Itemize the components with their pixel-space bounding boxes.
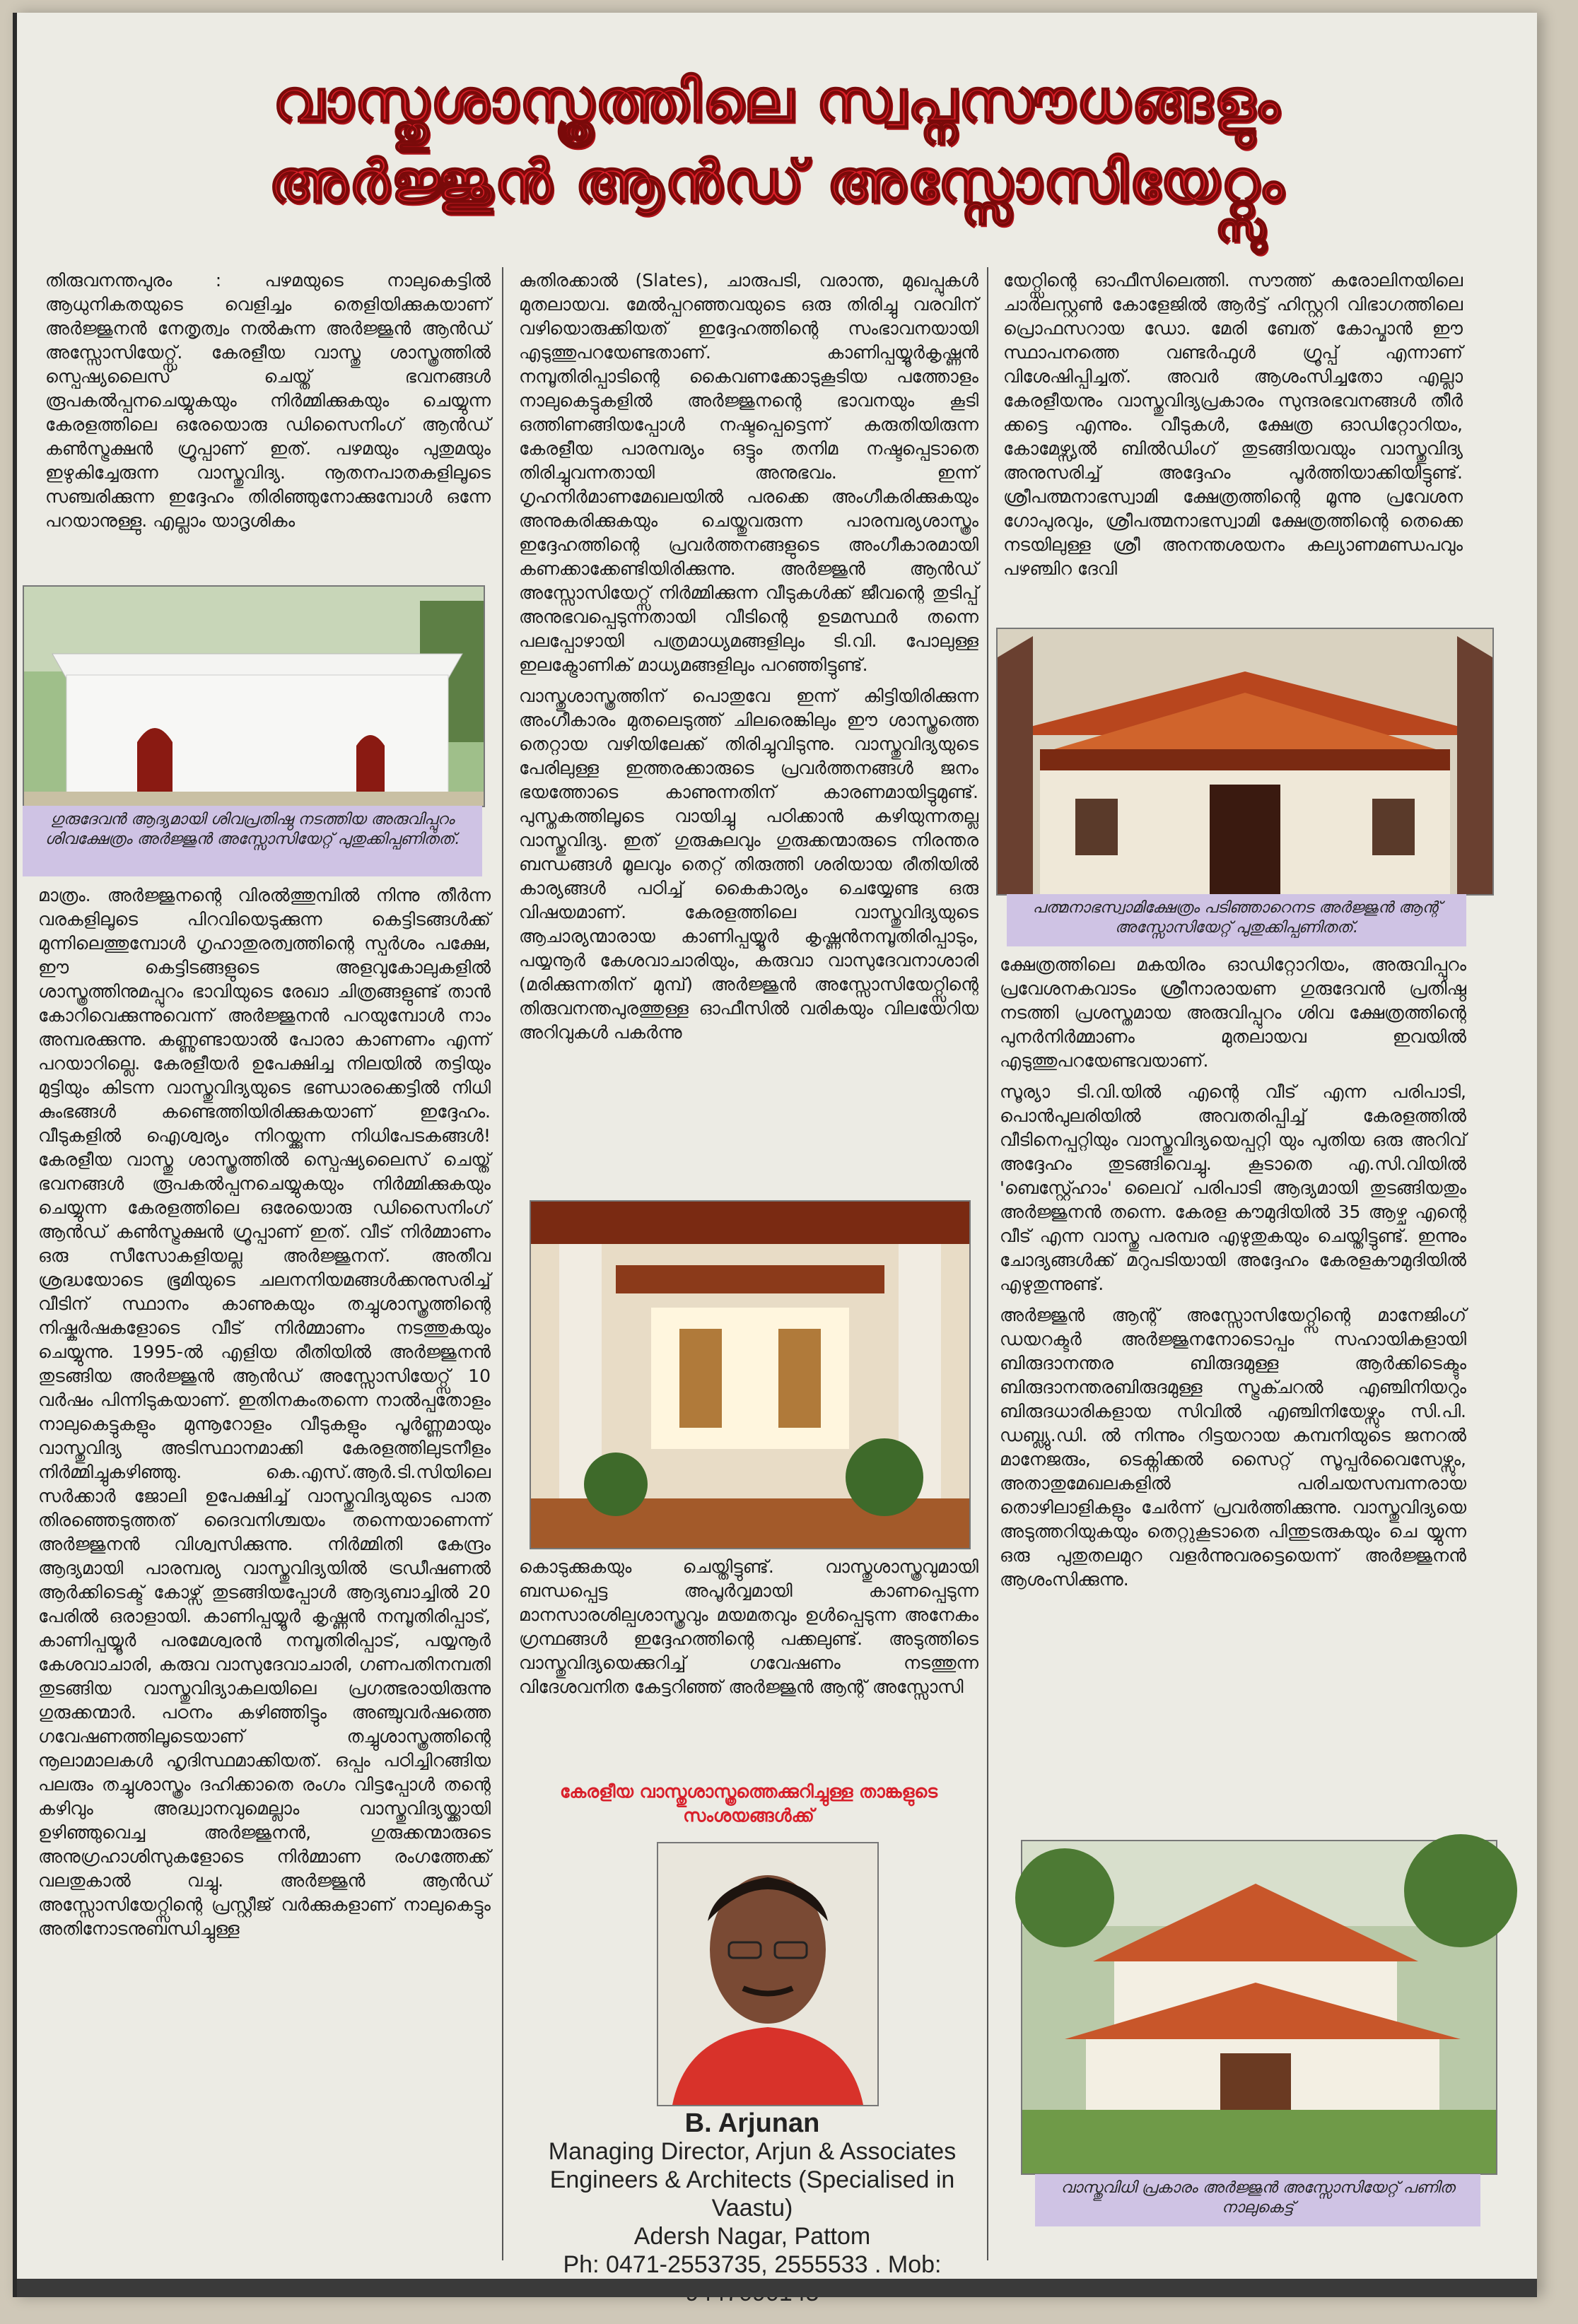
article-paragraph: അർജ്ജുൻ ആന്റ് അസ്സോസിയേറ്റ്സിന്റെ മാനേജിംഗ് ഡയറക്ടർ അർജ്ജുനനോടൊപ്പം സഹായികളായി ബിരുദാനന്തര ബിരുദമുള്ള ആർക്കിടെക്ടും ബിരുദാനന്തരബിരുദമുള്ള സ്ട്രക്ചറൽ എഞ്ചിനിയറും ബിരുദധാരികളായ സിവിൽ എഞ്ചിനിയേഴ്സും സി.പി. ഡബ്ല്യു.ഡി. ൽ നിന്നും റിട്ടയറായ കമ്പനിയുടെ ജനറൽ മാനേജരും, ടെക്നിക്കൽ സൈറ്റ് സൂപ്പർവൈസേഴ്സും, അതാതുമേഖലകളിൽ പരിചയസമ്പന്നരായ തൊഴിലാളികളും ചേർന്ന് പ്രവർത്തിക്കുന്നു. വാസ്തുവിദ്യയെ അടുത്തറിയുകയും തെറ്റുകൂടാതെ പിന്തുടരുകയും ചെ യ്യുന്ന ഒരു പുതുതലമുറ വളർന്നുവരട്ടെയെന്ന് അർജ്ജുനൻ ആശംസിക്കുന്നു. — [1000, 1305, 1466, 1590]
contact-card-details — [512, 2109, 993, 2307]
column-rule — [502, 267, 503, 2260]
gopuram-photo — [996, 628, 1494, 896]
gopuram-illustration — [998, 629, 1492, 894]
temple-illustration — [24, 587, 484, 806]
article-text-middle-top — [519, 269, 978, 1043]
article-paragraph: വാസ്തുശാസ്ത്രത്തിന് പൊതുവേ ഇന്ന് കിട്ടിയിരിക്കുന്ന അംഗീകാരം മുതലെടുത്ത് ചിലരെങ്കിലും ഈ ശാസ്ത്രത്തെ തെറ്റായ വഴിയിലേക്ക് തിരിച്ചുവിടുന്നു. വാസ്തുവിദ്യയുടെ പേരിലുള്ള ഇത്തരക്കാരുടെ പ്രവർത്തനങ്ങൾ ജനം ഭയത്തോടെ കാണുന്നതിന് കാരണമായിട്ടുമുണ്ട്. പുസ്തകത്തിലൂടെ വായിച്ചു പഠിക്കാൻ കഴിയുന്നതല്ല വാസ്തുവിദ്യ. ഇത് ഗുരുകുലവും ഗുരുക്കന്മാരുടെ നിരന്തര ബന്ധങ്ങൾ മൂലവും തെറ്റ് തിരുത്തി ശരിയായ രീതിയിൽ കാര്യങ്ങൾ പഠിച്ച് കൈകാര്യം ചെയ്യേണ്ട ഒരു വിഷയമാണ്. കേരളത്തിലെ വാസ്തുവിദ്യയുടെ ആചാര്യന്മാരായ കാണിപ്പയ്യൂർ കൃഷ്ണൻനമ്പൂതിരിപ്പാടും, പയ്യനൂർ കേശവാചാരിയും, കരുവാ വാസുദേവനാശാരി (മരിക്കുന്നതിന് മുമ്പ്) അർജ്ജുൻ അസ്സോസിയേറ്റ്സിന്റെ തിരുവനന്തപുരത്തുള്ള ഓഫീസിൽ വരികയും വിലയേറിയ അറിവുകൾ പകർന്നു — [519, 686, 978, 1043]
contact-card-heading: കേരളീയ വാസ്തുശാസ്ത്രത്തെക്കുറിച്ചുള്ള താങ്കളുടെ സംശയങ്ങൾക്ക് — [560, 1781, 937, 1826]
article-text-middle-bottom — [519, 1555, 978, 1767]
contact-address: Adersh Nagar, Pattom — [633, 2223, 871, 2250]
article-text-left-top — [45, 269, 491, 580]
photo-caption-nalukettu: വാസ്തുവിധി പ്രകാരം അർജ്ജുൻ അസ്സോസിയേറ്റ് പണിത നാലുകെട്ട് — [1035, 2174, 1480, 2226]
interior-photo — [530, 1200, 971, 1549]
portrait-photo — [657, 1842, 879, 2106]
portrait-illustration — [658, 1843, 877, 2105]
nalukettu-illustration — [1022, 1841, 1496, 2173]
contact-phone: Ph: 0471-2553735, 2555533 . Mob: — [563, 2251, 942, 2278]
article-paragraph: ക്ഷേത്രത്തിലെ മകയിരം ഓഡിറ്റോറിയം, അരുവിപ്പുറം പ്രവേശനകവാടം ശ്രീനാരായണ ഗുരുദേവൻ പ്രതിഷ്ഠ നടത്തി പ്രശസ്തമായ അരുവിപ്പുറം ശിവ ക്ഷേത്രത്തിന്റെ പുനർനിർമ്മാണം മുതലായവ ഇവയിൽ എടുത്തുപറയേണ്ടവയാണ്. — [1000, 954, 1466, 1071]
article-paragraph: യേറ്റ്സിന്റെ ഓഫീസിലെത്തി. സൗത്ത് കരോലിനയിലെ ചാർലസ്റ്റൺ കോളേജിൽ ആർട്ട് ഹിസ്റ്ററി വിഭാഗത്തിലെ പ്രൊഫസറായ ഡോ. മേരി ബേത് കോപ്മാൻ ഈ സ്ഥാപനത്തെ വണ്ടർഫുൾ ഗ്രൂപ്പ് എന്നാണ് വിശേഷിപ്പിച്ചത്. അവർ ആശംസിച്ചതോ എല്ലാ കേരളീയനും വാസ്തുവിദ്യപ്രകാരം സുന്ദരഭവനങ്ങൾ തീർ ക്കട്ടെ എന്നും. വീടുകൾ, ക്ഷേത്ര ഓഡിറ്റോറിയം, കോമേഴ്സ്യൽ ബിൽഡിംഗ് തുടങ്ങിയവയും വാസ്തുവിദ്യ അനുസരിച്ച് അദ്ദേഹം പൂർത്തിയാക്കിയിട്ടുണ്ട്. ശ്രീപത്മനാഭസ്വാമി ക്ഷേത്രത്തിന്റെ മൂന്നു പ്രവേശന ഗോപുരവും, ശ്രീപത്മനാഭസ്വാമി ക്ഷേത്രത്തിന്റെ തെക്കെ നടയിലുള്ള ശ്രീ അനന്തശയനം കല്യാണമണ്ഡപവും പഴഞ്ചിറ ദേവി — [1003, 270, 1463, 579]
article-paragraph: കുതിരക്കാൽ (Slates), ചാരുപടി, വരാന്ത, മുഖപ്പുകൾ മുതലായവ. മേൽപ്പറഞ്ഞവയുടെ ഒരു തിരിച്ചു വരവിന് വഴിയൊരുക്കിയത് ഇദ്ദേഹത്തിന്റെ സംഭാവനയായി എടുത്തുപറയേണ്ടതാണ്. കാണിപ്പയ്യൂർകൃഷ്ണൻ നമ്പൂതിരിപ്പാടിന്റെ കൈവണക്കോടുകൂടിയ പത്തോളം നാലുകെട്ടുകളിൽ അർജ്ജുനന്റെ ഭാവനയും കൂടി ഒത്തിണങ്ങിയപ്പോൾ നഷ്ടപ്പെട്ടെന്ന് കരുതിയിരുന്ന കേരളീയ പാരമ്പര്യം ഒട്ടും തനിമ നഷ്ടപ്പെടാതെ തിരിച്ചുവന്നതായി അനുഭവം. ഇന്ന് ഗൃഹനിർമാണമേഖലയിൽ പരക്കെ അംഗീകരിക്കുകയും അനുകരിക്കുകയും ചെയ്തുവരുന്ന പാരമ്പര്യശാസ്ത്രം ഇദ്ദേഹത്തിന്റെ പ്രവർത്തനങ്ങളുടെ അംഗീകാരമായി കണക്കാക്കേണ്ടിയിരിക്കുന്നു. അർജ്ജുൻ ആൻഡ് അസ്സോസിയേറ്റ്സ് നിർമ്മിക്കുന്ന വീടുകൾക്ക് ജീവന്റെ തുടിപ്പ് അനുഭവപ്പെടുന്നതായി വീടിന്റെ ഉടമസ്ഥർ തന്നെ പലപ്പോഴായി പത്രമാധ്യമങ്ങളിലും ടി.വി. പോലുള്ള ഇലക്ട്രോണിക് മാധ്യമങ്ങളിലും പറഞ്ഞിട്ടുണ്ട്. — [519, 270, 978, 675]
article-paragraph: സൂര്യാ ടി.വി.യിൽ എന്റെ വീട് എന്ന പരിപാടി, പൊൻപുലരിയിൽ അവതരിപ്പിച്ച് കേരളത്തിൽ വീടിനെപ്പറ്റിയും വാസ്തുവിദ്യയെപ്പറ്റി യും പുതിയ ഒരു അറിവ് അദ്ദേഹം തുടങ്ങിവെച്ചു. കൂടാതെ എ.സി.വിയിൽ 'ബെസ്റ്റ്ഹോം' ലൈവ് പരിപാടി ആദ്യമായി തുടങ്ങിയതും അർജ്ജുനൻ തന്നെ. കേരള കൗമുദിയിൽ 35 ആഴ്ച എന്റെ വീട് എന്ന വാസ്തു പരമ്പര എഴുതുകയും ചെയ്തിട്ടുണ്ട്. ഇന്നും ചോദ്യങ്ങൾക്ക് മറുപടിയായി അദ്ദേഹം കേരളകൗമുദിയിൽ എഴുതുന്നുണ്ട്. — [1000, 1081, 1466, 1294]
nalukettu-photo — [1021, 1840, 1497, 2175]
interior-illustration — [531, 1202, 969, 1548]
page-footer-strip — [17, 2279, 1537, 2297]
contact-title: Managing Director, Arjun & Associates — [548, 2138, 957, 2165]
article-paragraph: മാത്രം. അർജ്ജുനന്റെ വിരൽത്തുമ്പിൽ നിന്നു തീർന്ന വരകളിലൂടെ പിറവിയെടുക്കുന്ന കെട്ടിടങ്ങൾക്ക് മുന്നിലെത്തുമ്പോൾ ഗൃഹാതുരത്വത്തിന്റെ സ്പർശം പക്ഷേ, ഈ കെട്ടിടങ്ങളുടെ അളവുകോലുകളിൽ ശാസ്ത്രത്തിനുമപ്പുറം ഭാവിയുടെ രേഖാ ചിത്രങ്ങളുണ്ട് താൻ കോറിവെക്കുന്നുവെന്ന് അർജ്ജുനൻ പറയുമ്പോൾ നാം അമ്പരക്കുന്നു. കണ്ണുണ്ടായാൽ പോരാ കാണണം എന്ന് പറയാറില്ലെ. കേരളീയർ ഉപേക്ഷിച്ച നിലയിൽ തട്ടിയും മുട്ടിയും കിടന്ന വാസ്തുവിദ്യയുടെ ഭണ്ഡാരക്കെട്ടിൽ നിധി കുംഭങ്ങൾ കണ്ടെത്തിയിരിക്കുകയാണ് ഇദ്ദേഹം. വീടുകളിൽ ഐശ്വര്യം നിറയ്ക്കുന്ന നിധിപേടകങ്ങൾ! കേരളീയ വാസ്തു ശാസ്ത്രത്തിൽ സ്പെഷ്യലൈസ് ചെയ്ത് ഭവനങ്ങൾ രൂപകൽപ്പനചെയ്യുകയും നിർമ്മിക്കുകയും ചെയ്യുന്ന കേരളത്തിലെ ഒരേയൊരു ഡിസൈനിംഗ് ആൻഡ് കൺസ്ട്രക്ഷൻ ഗ്രൂപ്പാണ് ഇത്. വീട് നിർമ്മാണം ഒരു സീസോകളിയല്ല അർജ്ജുനന്. അതീവ ശ്രദ്ധയോടെ ഭൂമിയുടെ ചലനനിയമങ്ങൾക്കനുസരിച്ച് വീടിന് സ്ഥാനം കാണുകയും തച്ചുശാസ്ത്രത്തിന്റെ നിഷ്കർഷകളോടെ വീട് നിർമ്മാണം നടത്തുകയും ചെയ്യുന്നു. 1995-ൽ എളിയ രീതിയിൽ അർജ്ജുനൻ തുടങ്ങിയ അർജ്ജുൻ ആൻഡ് അസ്സോസിയേറ്റ്സ് 10 വർഷം പിന്നിടുകയാണ്. ഇതിനകംതന്നെ നാൽപ്പതോളം നാലുകെട്ടുകളും മുന്നൂറോളം വീടുകളും പൂർണ്ണമായും വാസ്തുവിദ്യ അടിസ്ഥാനമാക്കി കേരളത്തിലുടനീളം നിർമ്മിച്ചുകഴിഞ്ഞു. കെ.എസ്.ആർ.ടി.സിയിലെ സർക്കാർ ജോലി ഉപേക്ഷിച്ച് വാസ്തുവിദ്യയുടെ പാത തിരഞ്ഞെടുത്തത് ദൈവനിശ്ചയം തന്നെയാണെന്ന് അർജ്ജുനൻ വിശ്വസിക്കുന്നു. നിർമ്മിതി കേന്ദ്രം ആദ്യമായി പാരമ്പര്യ വാസ്തുവിദ്യയിൽ ട്രഡീഷണൽ ആർക്കിടെക്ട് കോഴ്സ് തുടങ്ങിയപ്പോൾ ആദ്യബാച്ചിൽ 20 പേരിൽ ഒരാളായി. കാണിപ്പയ്യൂർ കൃഷ്ണൻ നമ്പൂതിരിപ്പാട്, കാണിപ്പയ്യൂർ പരമേശ്വരൻ നമ്പൂതിരിപ്പാട്, പയ്യനൂർ കേശവാചാരി, കരുവ വാസുദേവാചാരി, ഗണപതിനമ്പതി തുടങ്ങിയ വാസ്തുവിദ്യാകലയിലെ പ്രഗത്ഭരായിരുന്നു ഗുരുക്കന്മാർ. പഠനം കഴിഞ്ഞിട്ടും അഞ്ചുവർഷത്തെ ഗവേഷണത്തിലൂടെയാണ് തച്ചുശാസ്ത്രത്തിന്റെ നൂലാമാലകൾ ഹൃദിസ്ഥമാക്കിയത്. ഒപ്പം പഠിച്ചിറങ്ങിയ പലരും തച്ചുശാസ്ത്രം ദഹിക്കാതെ രംഗം വിട്ടപ്പോൾ തന്റെ കഴിവും അദ്ധ്വാനവുമെല്ലാം വാസ്തുവിദ്യയ്ക്കായി ഉഴിഞ്ഞുവെച്ച അർജ്ജുനൻ, ഗുരുക്കന്മാരുടെ അനുഗ്രഹാശിസുകളോടെ നിർമ്മാണ രംഗത്തേക്ക് വലതുകാൽ വച്ചു. അർജ്ജുൻ ആൻഡ് അസ്സോസിയേറ്റ്സിന്റെ പ്രസ്റ്റീജ് വർക്കുകളാണ് നാലുകെട്ടും അതിനോടനുബന്ധിച്ചുള്ള — [38, 885, 491, 1939]
contact-company: Engineers & Architects (Specialised in Vaastu) — [549, 2166, 955, 2222]
column-rule — [987, 267, 988, 2260]
contact-name: B. Arjunan — [684, 2108, 820, 2138]
article-text-left-bottom — [38, 884, 491, 2290]
article-paragraph: തിരുവനന്തപുരം : പഴമയുടെ നാലുകെട്ടിൽ ആധുനികതയുടെ വെളിച്ചം തെളിയിക്കുകയാണ് അർജ്ജുനൻ നേതൃത്വം നൽകുന്ന അർജ്ജുൻ ആൻഡ് അസ്സോസിയേറ്റ്സ്. കേരളീയ വാസ്തു ശാസ്ത്രത്തിൽ സ്പെഷ്യലൈസ് ചെയ്ത് ഭവനങ്ങൾ രൂപകൽപ്പനചെയ്യുകയും നിർമ്മിക്കുകയും ചെയ്യുന്ന കേരളത്തിലെ ഒരേയൊരു ഡിസൈനിംഗ് ആൻഡ് കൺസ്ട്രക്ഷൻ ഗ്രൂപ്പാണ് ഇത്. പഴമയും പുതുമയും ഇഴുകിച്ചേരുന്ന വാസ്തുവിദ്യ. നൂതനപാതകളിലൂടെ സഞ്ചരിക്കുന്ന ഇദ്ദേഹം തിരിഞ്ഞുനോക്കുമ്പോൾ ഒന്നേ പറയാനുള്ളു. എല്ലാം യാദൃശികം — [45, 270, 491, 531]
newspaper-page — [13, 13, 1537, 2297]
article-text-middle-continued — [519, 741, 978, 1193]
article-paragraph: കൊടുക്കുകയും ചെയ്തിട്ടുണ്ട്. വാസ്തുശാസ്ത്രവുമായി ബന്ധപ്പെട്ട അപൂർവ്വമായി കാണപ്പെടുന്ന മാനസാരശില്പശാസ്ത്രവും മയമതവും ഉൾപ്പെടുന്ന അനേകം ഗ്രന്ഥങ്ങൾ ഇദ്ദേഹത്തിന്റെ പക്കലുണ്ട്. അടുത്തിടെ വാസ്തുവിദ്യയെക്കുറിച്ച് ഗവേഷണം നടത്തുന്ന വിദേശവനിത കേട്ടറിഞ്ഞ് അർജ്ജുൻ ആന്റ് അസ്സോസി — [519, 1556, 978, 1697]
headline-line-1: വാസ്തുശാസ്ത്രത്തിലെ സ്വപ്നസൗധങ്ങളും — [273, 68, 1281, 135]
article-text-right-middle — [1000, 953, 1466, 1787]
temple-photo — [23, 585, 485, 807]
photo-caption-gopuram: പത്മനാഭസ്വാമിക്ഷേത്രം പടിഞ്ഞാറെനട അർജ്ജുൻ ആന്റ് അസ്സോസിയേറ്റ് പുതുക്കിപ്പണിതത്. — [1007, 894, 1466, 946]
headline-line-2: അർജ്ജുൻ ആൻഡ് അസ്സോസിയേറ്റ്സും — [269, 148, 1285, 216]
article-text-right-top — [1003, 269, 1463, 622]
photo-caption-temple: ഗുരുദേവൻ ആദ്യമായി ശിവപ്രതിഷ്ഠ നടത്തിയ അരുവിപ്പുറം ശിവക്ഷേത്രം അർജ്ജുൻ അസ്സോസിയേറ്റ് പുതുക്കിപ്പണിതത്. — [23, 806, 482, 876]
